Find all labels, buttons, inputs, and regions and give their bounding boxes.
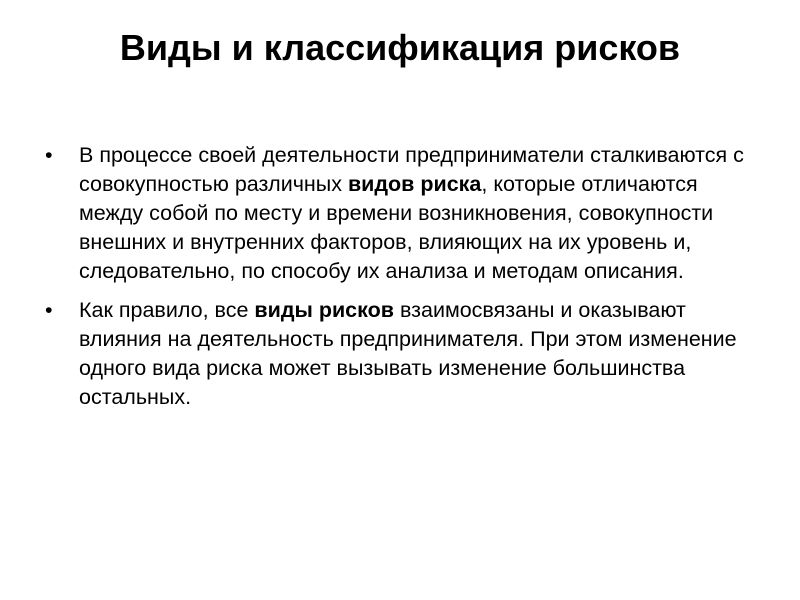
text-segment: Как правило, все <box>79 298 255 322</box>
slide-title: Виды и классификация рисков <box>119 27 681 68</box>
bullet-text <box>79 298 737 409</box>
bullet-item <box>45 296 750 412</box>
bold-text-segment: видов риска <box>347 172 482 196</box>
text-segment: взаимосвязаны и оказывают влияния на деятельность предпринимателя. При этом изменение одного вида риска может вызывать изменение большинства остальных. <box>79 298 737 409</box>
bullet-icon: • <box>45 298 53 322</box>
text-segment: , которые отличаются между собой по месту и времени возникновения, совокупности внешних и внутренних факторов, влияющих на их уровень и, следовательно, по способу их анализа и методам описания. <box>79 172 714 283</box>
bullet-icon: • <box>45 143 53 167</box>
bullet-text <box>79 143 744 283</box>
bullet-item <box>45 141 750 286</box>
bullet-list <box>45 141 750 422</box>
bold-text-segment: виды рисков <box>254 298 394 322</box>
text-segment: В процессе своей деятельности предприниматели сталкиваются с совокупностью различных <box>79 143 744 196</box>
